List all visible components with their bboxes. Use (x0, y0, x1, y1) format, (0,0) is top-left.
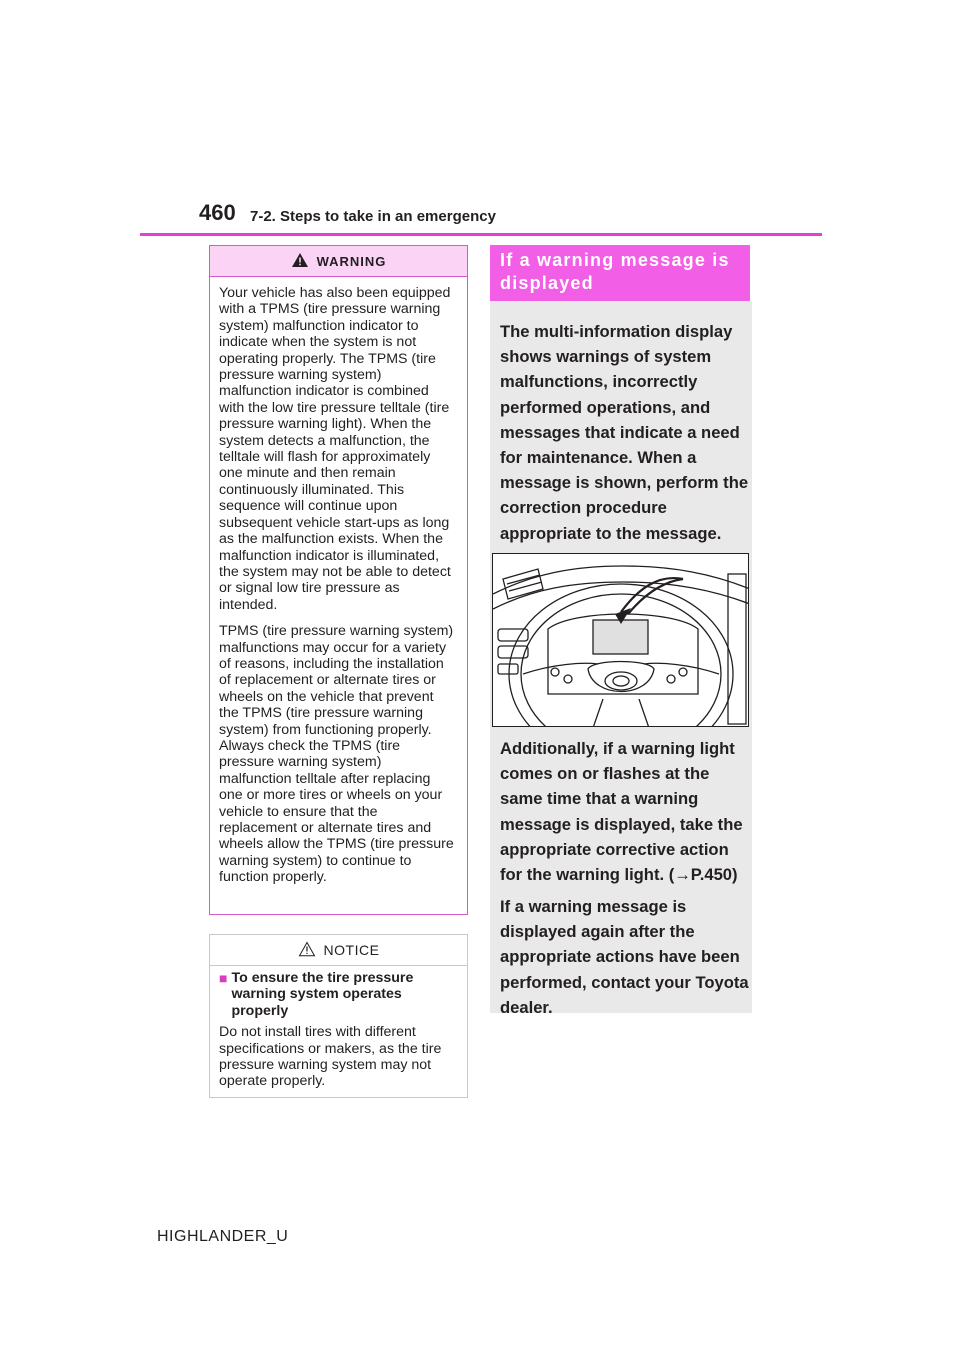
square-bullet-icon: ■ (219, 970, 228, 986)
warning-paragraph: Your vehicle has also been equipped with a TPMS (tire pressure warning system) malfunction indicator to indicate when the system is not operating properly. The TPMS (tire pressure warning system) malfunction indicator is combined with the low tire pressure telltale (tire pressure warning light). When the system detects a malfunction, the telltale will flash for approximately one minute and then remain continuously illuminated. This sequence will continue upon subsequent vehicle start-ups as long as the malfunction exists. When the malfunction indicator is illuminated, the system may not be able to detect or signal low tire pressure as intended. (219, 285, 451, 613)
warning-title: WARNING (316, 253, 387, 269)
info-box (490, 301, 752, 1017)
dealer-text: If a warning message is displayed again after the appropriate actions have been performed, contact your Toyota dealer. (500, 897, 749, 1017)
steering-wheel-multi-information-display-illustration (492, 553, 749, 727)
warning-triangle-icon (291, 252, 309, 271)
header-rule (140, 233, 822, 236)
additional-text: Additionally, if a warning light comes on or flashes at the same time that a warning message is displayed, take the appropriate corrective action for the warning light. (→P.450) (500, 739, 743, 885)
notice-subheading (219, 970, 457, 1019)
notice-header (210, 935, 467, 966)
warning-body (210, 277, 467, 886)
footer-model: HIGHLANDER_U (157, 1228, 289, 1245)
warning-paragraph: TPMS (tire pressure warning system) malfunctions may occur for a variety of reasons, including the installation of replacement or alternate tires or wheels on the vehicle that prevent the TPMS (tire pressure warning system) from functioning properly. Always check the TPMS (tire pressure warning system) malfunction telltale after replacing one or more tires or wheels on your vehicle to ensure that the replacement or alternate tires and wheels allow the TPMS (tire pressure warning system) to continue to function properly. (219, 623, 454, 886)
warning-box (209, 245, 468, 915)
notice-text: Do not install tires with different specifications or makers, as the tire pressure warning system may not operate properly. (219, 1024, 442, 1090)
notice-subheading-text: To ensure the tire pressure warning system operates properly (231, 970, 414, 1019)
notice-box (209, 934, 468, 1098)
warning-header (210, 246, 467, 277)
notice-body (210, 966, 467, 1090)
section-title: 7-2. Steps to take in an emergency (250, 208, 496, 225)
caution-triangle-icon (298, 941, 316, 960)
notice-title: NOTICE (323, 942, 380, 958)
section-heading: If a warning message is displayed (490, 245, 750, 301)
page-number: 460 (199, 200, 236, 225)
intro-text: The multi-information display shows warnings of system malfunctions, incorrectly performed operations, and messages that indicate a need for maintenance. When a message is shown, perform the correction procedure appropriate to the message. (500, 322, 749, 543)
